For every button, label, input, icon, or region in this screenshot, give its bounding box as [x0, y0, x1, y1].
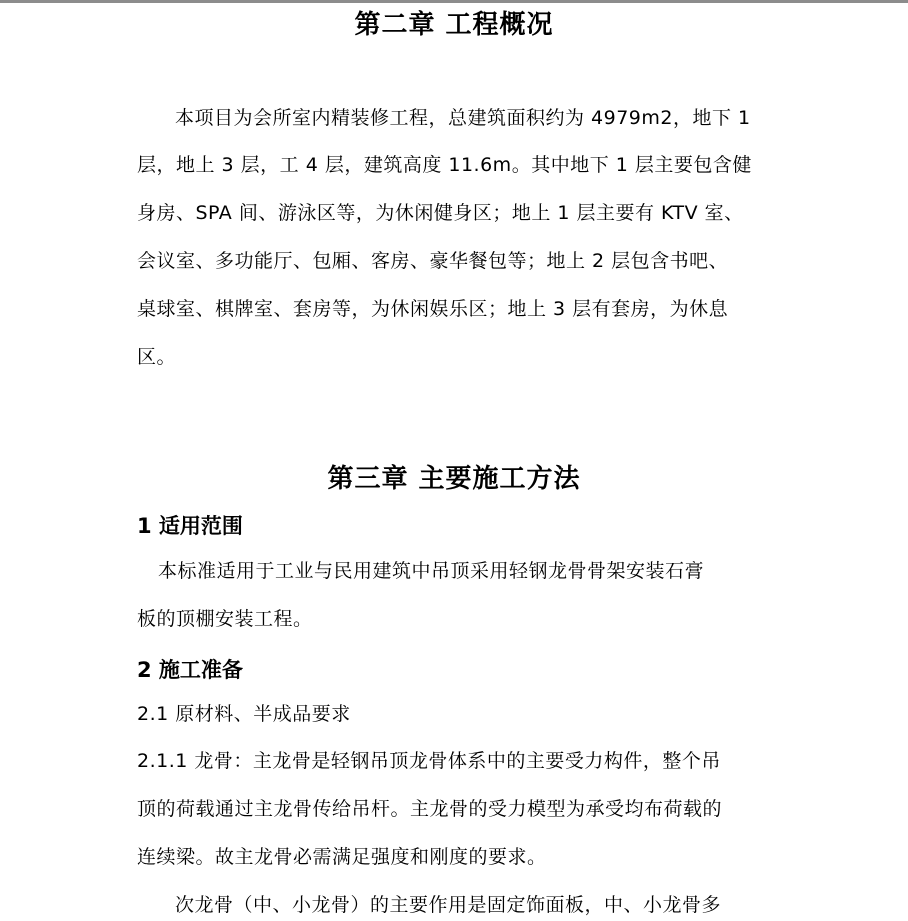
- section-2-heading: 2 施工准备: [137, 658, 243, 682]
- subsection-2-1-heading: 2.1 原材料、半成品要求: [137, 703, 351, 725]
- chapter-2-title: 第二章 工程概况: [354, 10, 554, 40]
- section-1-heading: 1 适用范围: [137, 514, 243, 538]
- paragraph-line: 连续梁。故主龙骨必需满足强度和刚度的要求。: [137, 846, 547, 868]
- paragraph-line: 身房、SPA 间、游泳区等，为休闲健身区；地上 1 层主要有 KTV 室、: [137, 202, 744, 224]
- paragraph-line: 本项目为会所室内精装修工程，总建筑面积约为 4979m2，地下 1: [175, 107, 751, 129]
- paragraph-line: 板的顶棚安装工程。: [137, 608, 313, 630]
- paragraph-line: 桌球室、棋牌室、套房等，为休闲娱乐区；地上 3 层有套房，为休息: [137, 298, 729, 320]
- paragraph-line: 顶的荷载通过主龙骨传给吊杆。主龙骨的受力模型为承受均布荷载的: [137, 798, 723, 820]
- paragraph-line: 层，地上 3 层，工 4 层，建筑高度 11.6m。其中地下 1 层主要包含健: [137, 154, 752, 176]
- chapter-3-title: 第三章 主要施工方法: [327, 464, 581, 494]
- paragraph-line: 会议室、多功能厅、包厢、客房、豪华餐包等；地上 2 层包含书吧、: [137, 250, 729, 272]
- paragraph-line: 次龙骨（中、小龙骨）的主要作用是固定饰面板，中、小龙骨多: [175, 894, 722, 916]
- paragraph-line: 本标准适用于工业与民用建筑中吊顶采用轻钢龙骨骨架安装石膏: [158, 560, 705, 582]
- paragraph-line: 2.1.1 龙骨：主龙骨是轻钢吊顶龙骨体系中的主要受力构件，整个吊: [137, 750, 721, 772]
- paragraph-line: 区。: [137, 346, 177, 368]
